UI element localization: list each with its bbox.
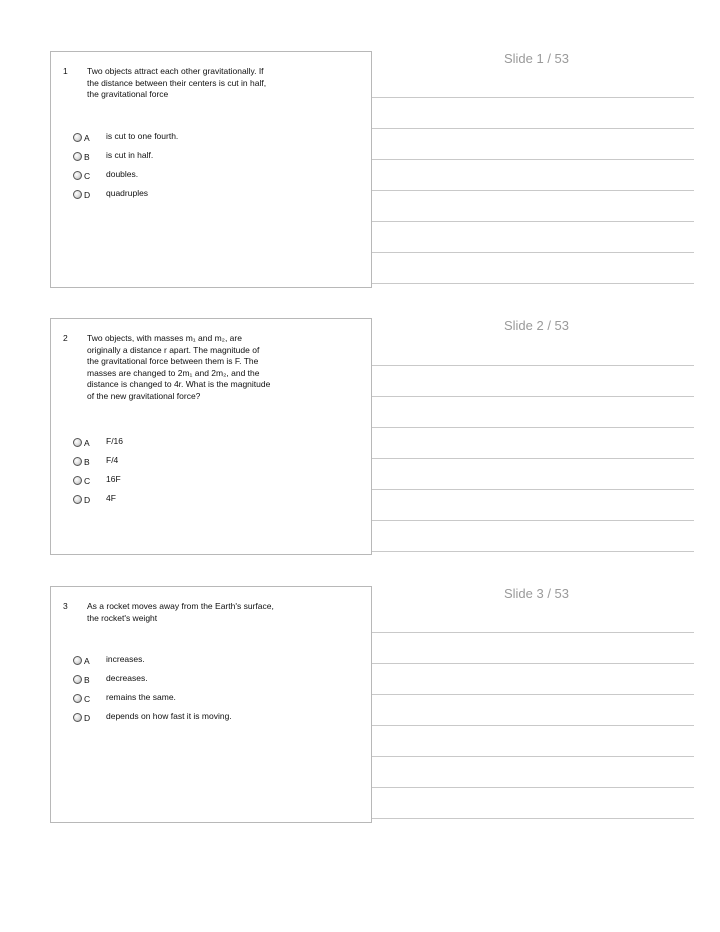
slide-3-label: Slide 3 / 53 (503, 586, 569, 601)
choice-text: depends on how fast it is moving. (106, 711, 232, 721)
radio-icon[interactable] (73, 190, 82, 199)
radio-icon[interactable] (73, 133, 82, 142)
choice-text: F/16 (106, 436, 124, 446)
choice-text: 16F (106, 474, 121, 484)
choice-text: is cut to one fourth. (106, 131, 179, 141)
radio-icon[interactable] (73, 694, 82, 703)
choice-letter: D (84, 713, 91, 723)
slide-2-label: Slide 2 / 53 (503, 318, 569, 333)
radio-icon[interactable] (73, 656, 82, 665)
question-number: 3 (63, 601, 68, 611)
radio-icon[interactable] (73, 713, 82, 722)
choice-letter: C (84, 171, 91, 181)
notes-line (372, 159, 694, 160)
radio-icon[interactable] (73, 152, 82, 161)
question-text: Two objects attract each other gravitationally. If the distance between their centers is cut in half, the gravitational force (87, 66, 267, 99)
notes-line (372, 128, 694, 129)
radio-icon[interactable] (73, 495, 82, 504)
choice-letter: D (84, 190, 91, 200)
choice-letter: B (84, 675, 90, 685)
notes-line (372, 520, 694, 521)
notes-line (372, 365, 694, 366)
radio-icon[interactable] (73, 675, 82, 684)
radio-icon[interactable] (73, 476, 82, 485)
radio-icon[interactable] (73, 438, 82, 447)
notes-line (372, 97, 694, 98)
notes-line (372, 694, 694, 695)
notes-line (372, 427, 694, 428)
question-text: As a rocket moves away from the Earth's surface, the rocket's weight (87, 601, 274, 623)
choice-text: doubles. (106, 169, 139, 179)
notes-line (372, 818, 694, 819)
choice-text: is cut in half. (106, 150, 154, 160)
notes-line (372, 221, 694, 222)
notes-line (372, 396, 694, 397)
notes-line (372, 632, 694, 633)
slide-1-thumbnail (50, 51, 372, 288)
slide-3-thumbnail (50, 586, 372, 823)
notes-line (372, 489, 694, 490)
notes-line (372, 551, 694, 552)
notes-line (372, 663, 694, 664)
question-number: 1 (63, 66, 68, 76)
choice-letter: A (84, 133, 90, 143)
notes-line (372, 190, 694, 191)
notes-line (372, 725, 694, 726)
question-text: Two objects, with masses m₁ and m₂, are originally a distance r apart. The magnitude of the gravitational force between them is F. The masses are changed to 2m₁ and 2m₂, and the distance is changed to 4r. What is the magnitude of the new gravitational force? (87, 333, 271, 401)
question-number: 2 (63, 333, 68, 343)
choice-letter: A (84, 438, 90, 448)
radio-icon[interactable] (73, 457, 82, 466)
choice-letter: B (84, 152, 90, 162)
choice-text: 4F (106, 493, 116, 503)
choice-text: decreases. (106, 673, 148, 683)
slide-2-thumbnail (50, 318, 372, 555)
notes-line (372, 283, 694, 284)
notes-line (372, 458, 694, 459)
choice-letter: B (84, 457, 90, 467)
choice-letter: A (84, 656, 90, 666)
notes-line (372, 787, 694, 788)
notes-line (372, 252, 694, 253)
slide-1-label: Slide 1 / 53 (503, 51, 569, 66)
notes-line (372, 756, 694, 757)
choice-text: remains the same. (106, 692, 176, 702)
choice-letter: C (84, 476, 91, 486)
choice-text: F/4 (106, 455, 119, 465)
choice-text: quadruples (106, 188, 149, 198)
choice-text: increases. (106, 654, 145, 664)
choice-letter: C (84, 694, 91, 704)
radio-icon[interactable] (73, 171, 82, 180)
choice-letter: D (84, 495, 91, 505)
